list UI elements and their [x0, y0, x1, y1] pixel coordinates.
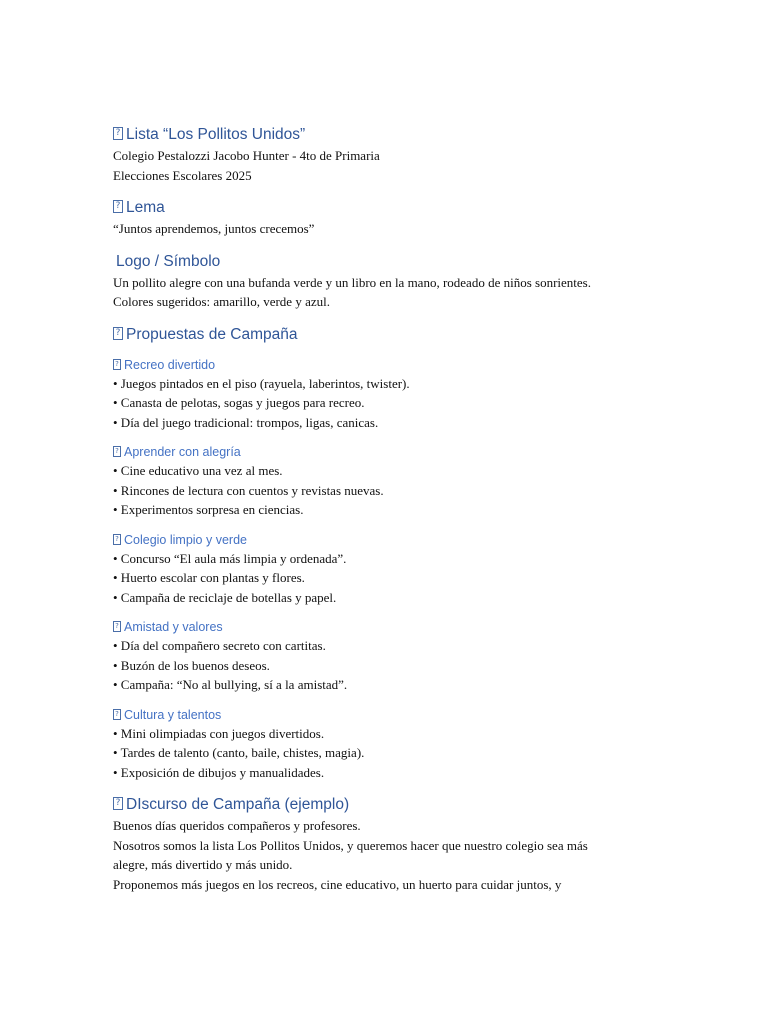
proposal-group-title-text: Aprender con alegría — [124, 445, 241, 459]
speech-line: Nosotros somos la lista Los Pollitos Unidos, y queremos hacer que nuestro colegio sea más — [113, 837, 588, 853]
proposal-item: • Día del juego tradicional: trompos, ligas, canicas. — [113, 414, 379, 430]
speech-line: Proponemos más juegos en los recreos, cine educativo, un huerto para cuidar juntos, y — [113, 876, 562, 892]
school-line: Colegio Pestalozzi Jacobo Hunter - 4to de Primaria — [113, 148, 380, 163]
logo-heading-text: Logo / Símbolo — [116, 252, 221, 270]
list-title-text: Lista “Los Pollitos Unidos” — [126, 126, 306, 143]
missing-emoji-icon — [113, 534, 121, 545]
proposal-item: • Mini olimpiadas con juegos divertidos. — [113, 725, 325, 741]
proposals-heading-text: Propuestas de Campaña — [126, 325, 298, 343]
document-content — [113, 124, 673, 894]
missing-emoji-icon — [113, 327, 123, 340]
proposal-item: • Experimentos sorpresa en ciencias. — [113, 502, 304, 517]
proposal-group-title — [113, 706, 673, 724]
missing-emoji-icon — [113, 621, 121, 632]
lema-heading-text: Lema — [126, 199, 165, 216]
proposal-item: • Buzón de los buenos deseos. — [113, 657, 270, 673]
proposals-heading — [113, 324, 673, 346]
missing-emoji-icon — [113, 200, 123, 213]
speech-line: Buenos días queridos compañeros y profesores. — [113, 818, 361, 833]
missing-emoji-icon — [113, 359, 121, 370]
proposal-group-title-text: Colegio limpio y verde — [124, 532, 247, 547]
missing-emoji-icon — [113, 797, 123, 810]
list-title-heading — [113, 124, 673, 146]
speech-heading-text: DIscurso de Campaña (ejemplo) — [126, 796, 350, 813]
proposal-item: • Tardes de talento (canto, baile, chistes, magia). — [113, 745, 365, 760]
election-line: Elecciones Escolares 2025 — [113, 167, 252, 183]
proposal-item: • Canasta de pelotas, sogas y juegos para recreo. — [113, 395, 365, 410]
lema-heading — [113, 197, 673, 219]
proposal-item: • Exposición de dibujos y manualidades. — [113, 764, 325, 780]
missing-emoji-icon — [113, 127, 123, 140]
proposal-group-title — [113, 356, 673, 374]
proposal-item: • Huerto escolar con plantas y flores. — [113, 570, 305, 585]
proposal-item: • Rincones de lectura con cuentos y revistas nuevas. — [113, 482, 384, 498]
proposal-group-title-text: Amistad y valores — [124, 620, 223, 634]
proposal-item: • Día del compañero secreto con cartitas. — [113, 638, 326, 653]
proposal-group-title — [113, 443, 673, 461]
proposal-item: • Juegos pintados en el piso (rayuela, laberintos, twister). — [113, 375, 410, 391]
missing-emoji-icon — [113, 709, 121, 720]
proposal-group-title-text: Cultura y talentos — [124, 707, 222, 722]
logo-colors: Colores sugeridos: amarillo, verde y azul. — [113, 294, 330, 309]
missing-emoji-icon — [113, 446, 121, 457]
proposal-item: • Concurso “El aula más limpia y ordenada”. — [113, 550, 347, 566]
logo-heading — [113, 251, 673, 273]
proposal-group-title — [113, 531, 673, 549]
speech-heading — [113, 794, 673, 816]
proposal-item: • Campaña de reciclaje de botellas y papel. — [113, 589, 337, 605]
logo-description: Un pollito alegre con una bufanda verde y un libro en la mano, rodeado de niños sonrientes. — [113, 274, 591, 290]
lema-text: “Juntos aprendemos, juntos crecemos” — [113, 221, 315, 236]
speech-line: alegre, más divertido y más unido. — [113, 857, 293, 872]
proposal-group-title — [113, 618, 673, 636]
proposal-group-title-text: Recreo divertido — [124, 357, 216, 372]
proposal-item: • Campaña: “No al bullying, sí a la amistad”. — [113, 677, 348, 692]
proposal-item: • Cine educativo una vez al mes. — [113, 463, 283, 478]
